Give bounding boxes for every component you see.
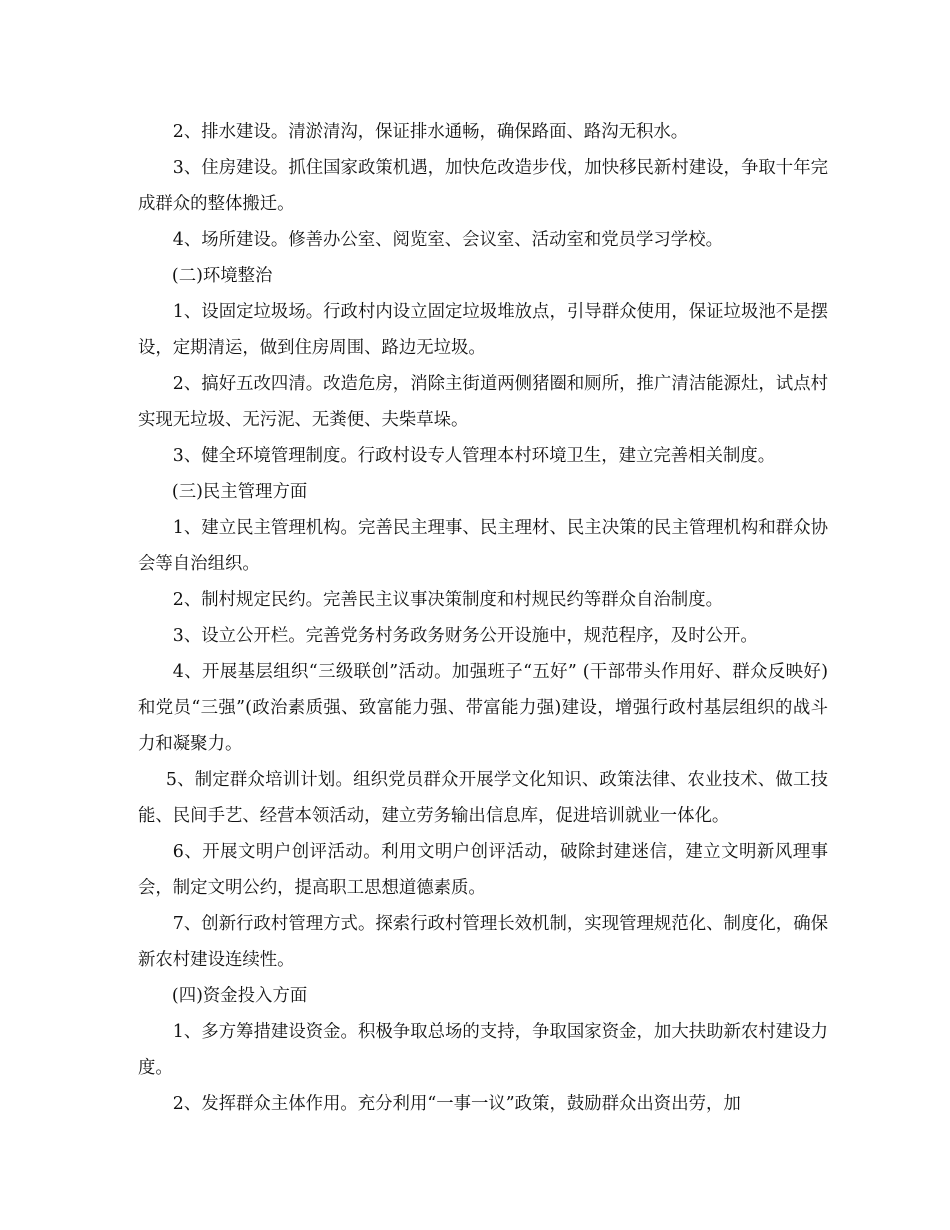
paragraph-civilized-households: 6、开展文明户创评活动。利用文明户创评活动，破除封建迷信，建立文明新风理事会，制定文明公约，提高职工思想道德素质。: [138, 842, 828, 898]
paragraph-venues: 4、场所建设。修善办公室、阅览室、会议室、活动室和党员学习学校。: [172, 230, 723, 250]
paragraph-management-innovation: 7、创新行政村管理方式。探索行政村管理长效机制，实现管理规范化、制度化，确保新农村建设连续性。: [138, 914, 828, 970]
paragraph-public-board: 3、设立公开栏。完善党务村务政务财务公开设施中，规范程序，及时公开。: [172, 626, 758, 646]
paragraph-garbage-site: 1、设固定垃圾场。行政村内设立固定垃圾堆放点，引导群众使用，保证垃圾池不是摆设，定期清运，做到住房周围、路边无垃圾。: [138, 302, 828, 358]
paragraph-village-rules: 2、制村规定民约。完善民主议事决策制度和村规民约等群众自治制度。: [172, 590, 723, 610]
paragraph-three-level-campaign: 4、开展基层组织“三级联创”活动。加强班子“五好” (干部带头作用好、群众反映好)和党员“三强”(政治素质强、致富能力强、带富能力强)建设，增强行政村基层组织的战斗力和凝聚力。: [138, 662, 828, 754]
document-body: [138, 114, 828, 1122]
paragraph-management-bodies: 1、建立民主管理机构。完善民主理事、民主理材、民主决策的民主管理机构和群众协会等自治组织。: [138, 518, 828, 574]
paragraph-raise-funds: 1、多方筹措建设资金。积极争取总场的支持，争取国家资金，加大扶助新农村建设力度。: [138, 1022, 828, 1078]
paragraph-five-reforms: 2、搞好五改四清。改造危房，消除主街道两侧猪圈和厕所，推广清洁能源灶，试点村实现无垃圾、无污泥、无粪便、夫柴草垛。: [138, 374, 828, 430]
section-heading-democratic-management: (三)民主管理方面: [171, 482, 308, 502]
paragraph-drainage: 2、排水建设。清淤清沟，保证排水通畅，确保路面、路沟无积水。: [172, 122, 689, 142]
paragraph-environment-system: 3、健全环境管理制度。行政村设专人管理本村环境卫生，建立完善相关制度。: [172, 446, 776, 466]
paragraph-housing: 3、住房建设。抓住国家政策机遇，加快危改造步伐，加快移民新村建设，争取十年完成群众的整体搬迁。: [138, 158, 828, 214]
paragraph-public-participation: 2、发挥群众主体作用。充分利用“一事一议”政策，鼓励群众出资出劳，加: [172, 1094, 741, 1114]
paragraph-training-plan: 5、制定群众培训计划。组织党员群众开展学文化知识、政策法律、农业技术、做工技能、民间手艺、经营本领活动，建立劳务输出信息库，促进培训就业一体化。: [138, 770, 828, 826]
section-heading-funding: (四)资金投入方面: [171, 986, 308, 1006]
section-heading-environment: (二)环境整治: [171, 266, 273, 286]
